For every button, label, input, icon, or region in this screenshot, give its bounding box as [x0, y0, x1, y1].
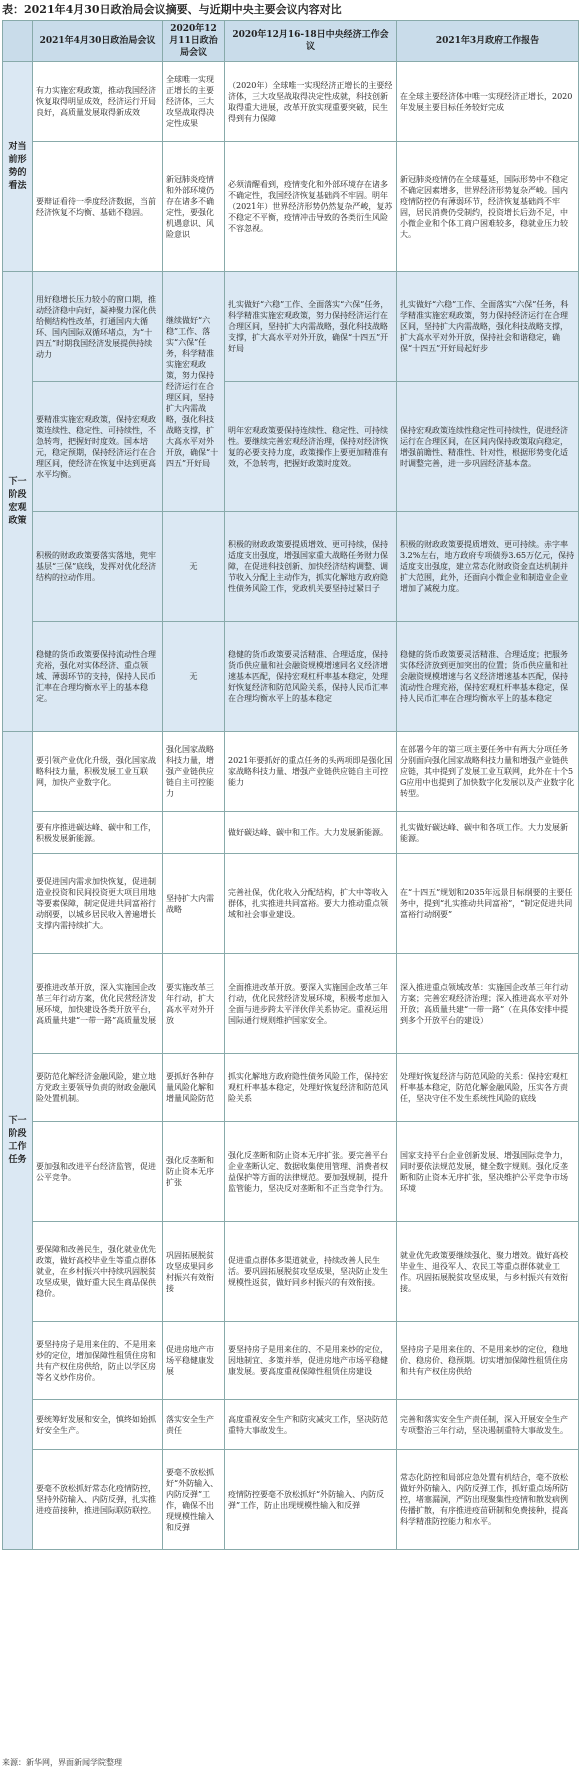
table-row	[3, 854, 579, 954]
table-cell: 强化国家战略科技力量，增强产业链供应链自主可控能力	[163, 732, 225, 812]
table-row	[3, 1450, 579, 1550]
table-row	[3, 954, 579, 1054]
comparison-table	[2, 20, 579, 1550]
table-cell: 无	[163, 512, 225, 622]
table-cell: 必须清醒看到，疫情变化和外部环境存在诸多不确定性，我国经济恢复基础尚不牢固。明年（2021年）世界经济形势仍然复杂严峻，复苏不稳定不平衡，疫情冲击导致的各类衍生风险不容忽视。	[225, 142, 397, 272]
table-cell: 要毫不放松抓好“外防输入、内防反弹”工作，确保不出现规模性输入和反弹	[163, 1450, 225, 1550]
table-cell: 就业优先政策要继续强化、聚力增效。做好高校毕业生、退役军人、农民工等重点群体就业工作。巩固拓展脱贫攻坚成果，与乡村振兴有效衔接。	[397, 1222, 579, 1322]
table-cell: 巩固拓展脱贫攻坚成果同乡村振兴有效衔接	[163, 1222, 225, 1322]
table-cell: 扎实做好“六稳”工作、全面落实“六保”任务，科学精准实施宏观政策，努力保持经济运行在合理区间，坚持扩大内需战略，强化科技战略支撑，扩大高水平对外开放，确保“十四五”开好局	[225, 272, 397, 382]
table-cell: 有力实施宏观政策，推动我国经济恢复取得明显成效，经济运行开局良好，高质量发展取得新成效	[33, 62, 163, 142]
header-col-4: 2021年3月政府工作报告	[397, 21, 579, 62]
header-blank	[3, 21, 33, 62]
table-cell: 坚持扩大内需战略	[163, 854, 225, 954]
header-col-1: 2021年4月30日政治局会议	[33, 21, 163, 62]
table-cell: 要有序推进碳达峰、碳中和工作，积极发展新能源。	[33, 812, 163, 854]
section-label: 下一阶段宏观政策	[3, 272, 33, 732]
table-cell: 要抓好各种存量风险化解和增量风险防范	[163, 1054, 225, 1122]
header-col-2: 2020年12月11日政治局会议	[163, 21, 225, 62]
table-cell: 要坚持房子是用来住的、不是用来炒的定位，增加保障性租赁住房和共有产权住房供给，防止以学区房等名义炒作房价。	[33, 1322, 163, 1400]
table-cell: 促进房地产市场平稳健康发展	[163, 1322, 225, 1400]
table-row	[3, 812, 579, 854]
table-cell: 要推进改革开放，深入实施国企改革三年行动方案，优化民营经济发展环境，加快建设各类开放平台，高质量共建“一带一路”高质量发展	[33, 954, 163, 1054]
source-note: 来源：新华网，界面新闻学院整理	[2, 1758, 122, 1767]
table-cell: 深入推进重点领域改革：实施国企改革三年行动方案；完善宏观经济治理；深入推进高水平对外开放；高质量共建“一带一路”（在具体安排中提到多个开放平台的建设）	[397, 954, 579, 1054]
table-cell: 常态化防控和局部应急处置有机结合，毫不放松做好外防输入、内防反弹工作，抓好重点场所防控，堵塞漏洞，严防出现聚集性疫情和散发病例传播扩散，有序推进疫苗研制和免费接种，提高科学精准防控能力和水平。	[397, 1450, 579, 1550]
table-cell: （2020年）全球唯一实现经济正增长的主要经济体，三大攻坚战取得决定性成就，科技创新取得重大进展，改革开放实现重要突破，民生得到有力保障	[225, 62, 397, 142]
table-cell: 坚持房子是用来住的、不是用来炒的定位，稳地价、稳房价、稳预期。切实增加保障性租赁住房和共有产权住房供给	[397, 1322, 579, 1400]
table-cell: 保持宏观政策连续性稳定性可持续性，促进经济运行在合理区间，在区间内保持政策取向稳定，增强前瞻性、精准性、针对性，根据形势变化适时调整完善，进一步巩固经济基本盘。	[397, 382, 579, 512]
table-cell: 在全球主要经济体中唯一实现经济正增长，2020年发展主要目标任务较好完成	[397, 62, 579, 142]
table-cell: 稳健的货币政策要保持流动性合理充裕，强化对实体经济、重点领域、薄弱环节的支持，保持人民币汇率在合理均衡水平上的基本稳定。	[33, 622, 163, 732]
table-cell: 全面推进改革开放。要深入实施国企改革三年行动，优化民营经济发展环境，积极考虑加入全面与进步跨太平洋伙伴关系协定。重视运用国际通行规则维护国家安全。	[225, 954, 397, 1054]
table-cell: 高度重视安全生产和防灾减灾工作，坚决防范重特大事故发生。	[225, 1400, 397, 1450]
table-row	[3, 1400, 579, 1450]
section-label: 对当前形势的看法	[3, 62, 33, 272]
table-title: 表：2021年4月30日政治局会议摘要、与近期中央主要会议内容对比	[2, 3, 342, 16]
table-row	[3, 62, 579, 142]
header-row	[3, 21, 579, 62]
table-cell: 明年宏观政策要保持连续性、稳定性、可持续性。要继续完善宏观经济治理，保持对经济恢复的必要支持力度，政策操作上要更加精准有效，不急转弯，把握好政策时度效。	[225, 382, 397, 512]
table-cell: 要保障和改善民生，强化就业优先政策，做好高校毕业生等重点群体就业，在乡村振兴中持续巩固脱贫攻坚成果，做好重大民生商品保供稳价。	[33, 1222, 163, 1322]
table-cell: 积极的财政政策要提质增效、更可持续，保持适度支出强度，增强国家重大战略任务财力保障，在促进科技创新、加快经济结构调整、调节收入分配上主动作为，抓实化解地方政府隐性债务风险工作，党政机关要坚持过紧日子	[225, 512, 397, 622]
table-cell: 要引领产业优化升级，强化国家战略科技力量，积极发展工业互联网，加快产业数字化。	[33, 732, 163, 812]
table-cell: 新冠肺炎疫情和外部环境仍存在诸多不确定性，要强化机遇意识、风险意识	[163, 142, 225, 272]
table-cell: 做好碳达峰、碳中和工作。大力发展新能源。	[225, 812, 397, 854]
table-cell	[163, 812, 225, 854]
table-row	[3, 272, 579, 382]
table-cell: 落实安全生产责任	[163, 1400, 225, 1450]
table-cell: 2021年要抓好的重点任务的头两项即是强化国家战略科技力量、增强产业链供应链自主可控能力	[225, 732, 397, 812]
table-cell: 要加强和改进平台经济监管，促进公平竞争。	[33, 1122, 163, 1222]
table-cell: 积极的财政政策要提质增效、更可持续。赤字率3.2%左右，地方政府专项债券3.65万亿元，保持适度支出强度，建立常态化财政资金直达机制并扩大范围，此外，还面向小微企业和制造业企业增加了减税力度。	[397, 512, 579, 622]
table-row	[3, 622, 579, 732]
table-row	[3, 512, 579, 622]
table-cell: 要精准实施宏观政策，保持宏观政策连续性、稳定性、可持续性，不急转弯，把握好时度效。国本培元，稳定预期，保持经济运行在合理区间，使经济在恢复中达到更高水平均衡。	[33, 382, 163, 512]
table-cell: 扎实做好“六稳”工作、全面落实“六保”任务，科学精准实施宏观政策，努力保持经济运行在合理区间，坚持扩大内需战略，强化科技战略支撑，扩大高水平对外开放，保持社会和谐稳定，确保“十四五”开好局起好步	[397, 272, 579, 382]
table-cell: 用好稳增长压力较小的窗口期，推动经济稳中向好，凝神聚力深化供给侧结构性改革，打通国内大循环、国内国际双循环堵点，为“十四五”时期我国经济发展提供持续动力	[33, 272, 163, 382]
table-cell: 要防范化解经济金融风险，建立地方党政主要领导负责的财政金融风险处置机制。	[33, 1054, 163, 1122]
table-cell: 扎实做好碳达峰、碳中和各项工作。大力发展新能源。	[397, 812, 579, 854]
table-cell: 全球唯一实现正增长的主要经济体，三大攻坚战取得决定性成果	[163, 62, 225, 142]
table-row	[3, 1054, 579, 1122]
table-cell: 在部署今年的第三项主要任务中有两大分项任务分别面向强化国家战略科技力量和增强产业链供应链，其中提到了发展工业互联网，此外在十个5G应用中也提到了加快数字化发展以及产业数字化转型。	[397, 732, 579, 812]
table-row	[3, 732, 579, 812]
table-cell: 积极的财政政策要落实落地，兜牢基层“三保”底线，发挥对优化经济结构的拉动作用。	[33, 512, 163, 622]
table-cell: 稳健的货币政策要灵活精准、合理适度；把服务实体经济放到更加突出的位置；货币供应量和社会融资规模增速与名义经济增速基本匹配，保持流动性合理充裕，保持宏观杠杆率基本稳定，保持人民币汇率在合理均衡水平上的基本稳定	[397, 622, 579, 732]
table-row	[3, 142, 579, 272]
table-cell: 无	[163, 622, 225, 732]
table-cell: 国家支持平台企业创新发展、增强国际竞争力，同时要依法规范发展，健全数字规则。强化反垄断和防止资本无序扩张，坚决维护公平竞争市场环境	[397, 1122, 579, 1222]
table-cell: 要统筹好发展和安全，慎终如始抓好安全生产。	[33, 1400, 163, 1450]
table-cell: 要促进国内需求加快恢复，促进制造业投资和民间投资更大项目用地等要素保障，制定促进共同富裕行动纲要，以城乡居民收入普遍增长支撑内需持续扩大。	[33, 854, 163, 954]
table-cell: 要坚持房子是用来住的、不是用来炒的定位，因地制宜、多策并举，促进房地产市场平稳健康发展。要高度重视保障性租赁住房建设	[225, 1322, 397, 1400]
table-row	[3, 382, 579, 512]
table-cell: 要实施改革三年行动，扩大高水平对外开放	[163, 954, 225, 1054]
table-cell: 处理好恢复经济与防范风险的关系：保持宏观杠杆率基本稳定，防范化解金融风险，压实各方责任，坚决守住不发生系统性风险的底线	[397, 1054, 579, 1122]
table-cell: 在“十四五”规划和2035年远景目标纲要的主要任务中，提到“扎实推动共同富裕”，“制定促进共同富裕行动纲要”	[397, 854, 579, 954]
section-label: 下一阶段工作任务	[3, 732, 33, 1550]
table-cell: 稳健的货币政策要灵活精准、合理适度，保持货币供应量和社会融资规模增速同名义经济增速基本匹配，保持宏观杠杆率基本稳定，处理好恢复经济和防范风险关系，保持人民币汇率在合理均衡水平上的基本稳定	[225, 622, 397, 732]
table-row	[3, 1222, 579, 1322]
table-cell: 疫情防控要毫不放松抓好“外防输入、内防反弹”工作，防止出现规模性输入和反弹	[225, 1450, 397, 1550]
table-cell: 完善和落实安全生产责任制，深入开展安全生产专项整治三年行动，坚决遏制重特大事故发生。	[397, 1400, 579, 1450]
table-cell: 要毫不放松抓好常态化疫情防控，坚持外防输入、内防反弹，扎实推进疫苗接种，推进国际联防联控。	[33, 1450, 163, 1550]
table-row	[3, 1122, 579, 1222]
table-cell: 强化反垄断和防止资本无序扩张。要完善平台企业垄断认定、数据收集使用管理、消费者权益保护等方面的法律规范。要加强规制，提升监管能力，坚决反对垄断和不正当竞争行为。	[225, 1122, 397, 1222]
table-cell: 新冠肺炎疫情仍在全球蔓延，国际形势中不稳定不确定因素增多，世界经济形势复杂严峻。国内疫情防控仍有薄弱环节，经济恢复基础尚不牢固，居民消费仍受制约，投资增长后劲不足，中小微企业和个体工商户困难较多，稳就业压力较大。	[397, 142, 579, 272]
table-row	[3, 1322, 579, 1400]
header-col-3: 2020年12月16-18日中央经济工作会议	[225, 21, 397, 62]
table-cell: 继续做好“六稳”工作、落实“六保”任务，科学精准实施宏观政策，努力保持经济运行在合理区间，坚持扩大内需战略，强化科技战略支撑，扩大高水平对外开放，确保“十四五”开好局	[163, 272, 225, 512]
table-cell: 抓实化解地方政府隐性债务风险工作，保持宏观杠杆率基本稳定，处理好恢复经济和防范风险关系	[225, 1054, 397, 1122]
table-cell: 要辩证看待一季度经济数据，当前经济恢复不均衡、基础不稳固。	[33, 142, 163, 272]
table-cell: 强化反垄断和防止资本无序扩张	[163, 1122, 225, 1222]
table-cell: 促进重点群体多渠道就业，持续改善人民生活。要巩固拓展脱贫攻坚成果，坚决防止发生规模性返贫，做好同乡村振兴的有效衔接。	[225, 1222, 397, 1322]
table-cell: 完善社保，优化收入分配结构，扩大中等收入群体，扎实推进共同富裕。要大力推动重点领域和社会事业建设。	[225, 854, 397, 954]
